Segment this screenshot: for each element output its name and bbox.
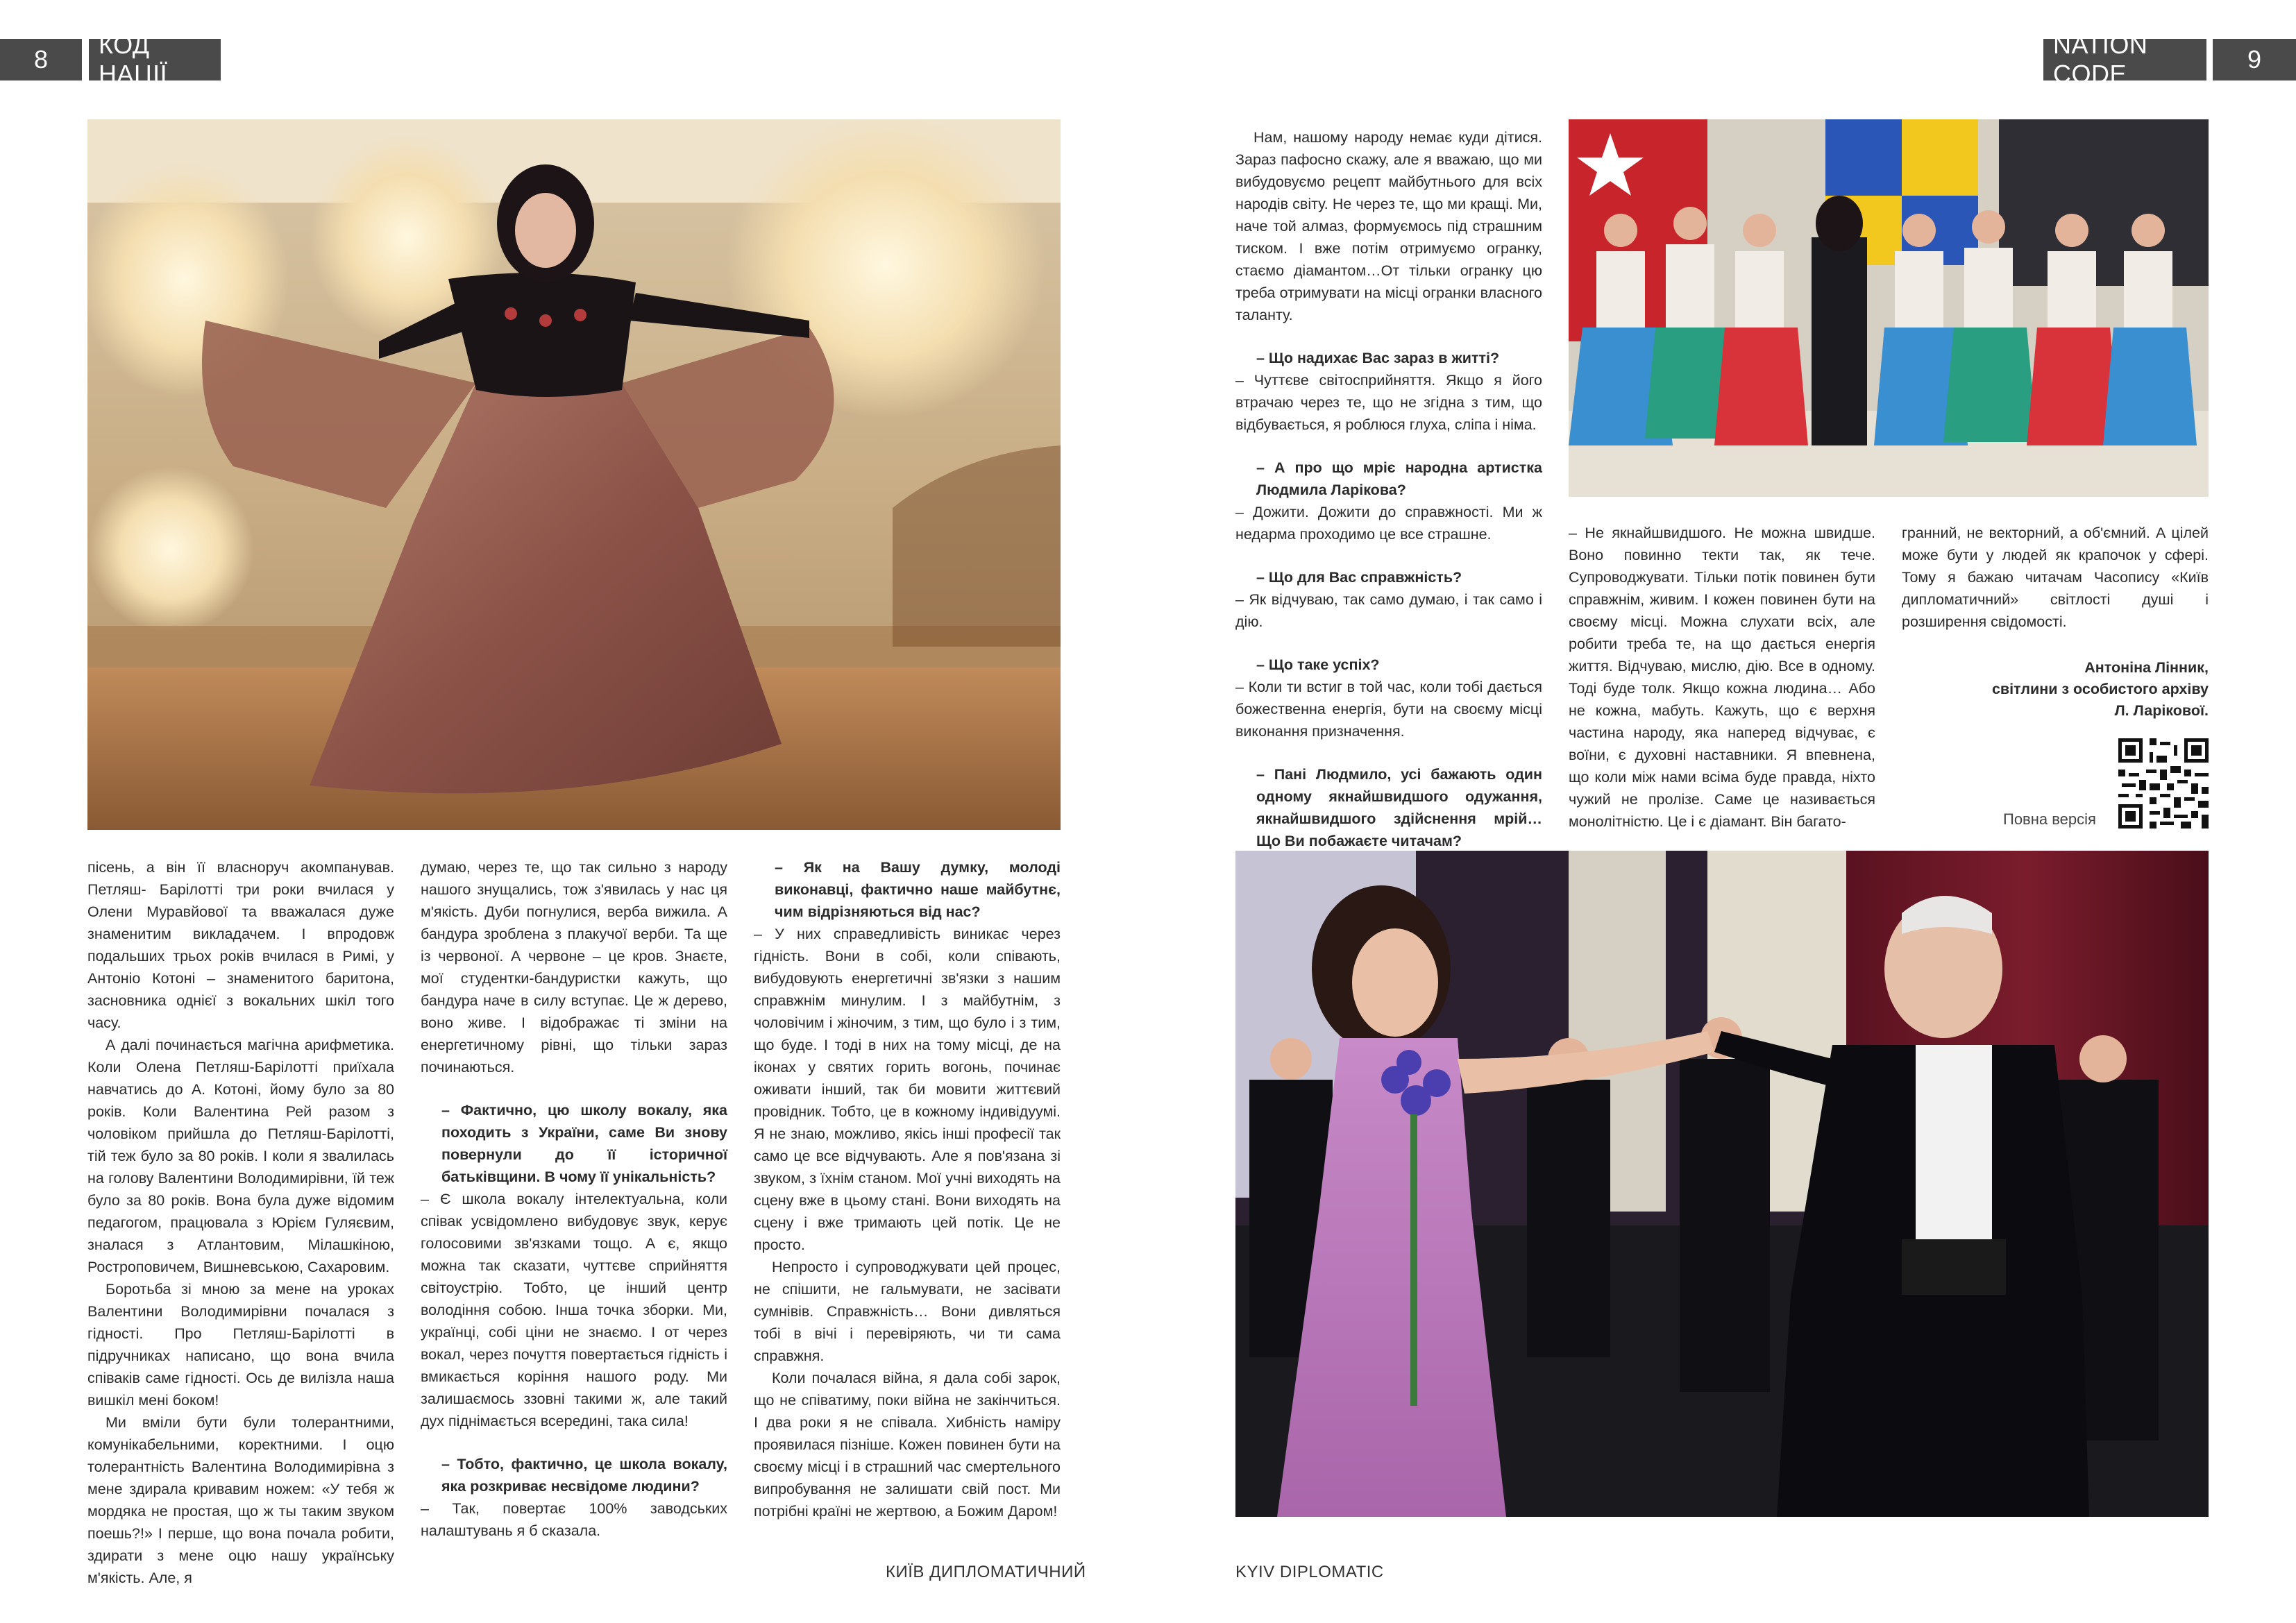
paragraph: Ми вміли бути були толерантними, комунікабельними, коректними. І оцю толерантність Валентина Володимирівна з мене здирала кривавим ножем: «У тебя ж мордяка не простая, що ж ты таким звуком поешь?!» І перше, що вона почала робити, здирати з мене оцю нашу українську м'якість. Але, я <box>87 1414 394 1586</box>
left-column-2 <box>421 856 727 1542</box>
left-column-3 <box>754 856 1061 1522</box>
right-mid-column-2 <box>1902 522 2209 633</box>
interview-question: – Що надихає Вас зараз в житті? <box>1256 350 1500 366</box>
footer-left-title: КИЇВ ДИПЛОМАТИЧНИЙ <box>886 1563 1086 1581</box>
left-column-1 <box>87 856 394 1589</box>
article-signature <box>1902 657 2209 722</box>
ensemble-costumes-photo <box>1569 119 2209 497</box>
author-name: Антоніна Лінник, <box>2084 659 2209 676</box>
qr-code-icon[interactable] <box>2118 738 2209 829</box>
interview-answer: – Так, повертає 100% заводських налаштувань я б сказала. <box>421 1500 727 1539</box>
left-section-title: КОД НАЦІЇ <box>89 39 221 80</box>
interview-answer: – Є школа вокалу інтелектуальна, коли співак усвідомлено вибудовує звук, керує голосовими зв'язками тощо. А є, якщо можна так сказати, чуттєве сприйняття світоустрію. Тобто, це інший центр володіння собою. Інша точка зборки. Ми, українці, собі ціни не знаємо. І от через вокал, через почуття повертається гідність і вмикається коріння нашого роду. Ми залишаємось ззовні такими ж, але такий дух піднімається всередині, така сила! <box>421 1191 727 1429</box>
footer-right-title: KYIV DIPLOMATIC <box>1235 1563 1384 1581</box>
interview-question: – Що для Вас справжність? <box>1256 569 1462 586</box>
interview-answer: – Не якнайшвидшого. Не можна швидше. Воно повинно текти так, як тече. Супроводжувати. Тільки потік повинен бути справжнім, живим. І кожен повинен бути на своєму місці. Можна слухати всіх, але робити треба те, на що дається енергія життя. Відчуваю, мислю, дію. Все в одному. Тоді буде толк. Якщо кожна людина… Або не кожна, мабуть. Кажуть, що є верхня частина народу, яка наперед відчуває, є воїни, є духовні наставники. Я впевнена, що коли між нами всіма буде правда, ніхто чужий не пролізе. Саме це називається монолітністю. Це і є діамант. Він багато- <box>1569 525 1875 830</box>
paragraph: думаю, через те, що так сильно з народу нашого знущались, тож з'явилась у нас ця м'якість. Дуби погнулися, верба вижила. А бандура зроблена з плакучої верби. Та ще із червоної. А червоне – це кров. Знаєте, мої студентки-бандуристки кажуть, що бандура наче в силу вступає. Це ж дерево, воно живе. І відображає ті зміни на енергетичному рівні, що тільки зараз починаються. <box>421 859 727 1076</box>
interview-question: – Тобто, фактично, це школа вокалу, яка розкриває несвідоме людини? <box>441 1456 727 1495</box>
right-page-number: 9 <box>2213 39 2296 80</box>
interview-question: – Що таке успіх? <box>1256 656 1380 673</box>
right-mid-column-1 <box>1569 522 1875 833</box>
paragraph: Непросто і супроводжувати цей процес, не спішити, не гальмувати, не засівати сумнівів. Справжність… Вони дивляться тобі в вічі і перевіряють, чи ти сама справжня. <box>754 1259 1061 1364</box>
paragraph: гранний, не векторний, а об'ємний. А цілей може бути у людей як крапочок у сфері. Тому я бажаю читачам Часопису «Київ дипломатичний» світлості душі і розширення свідомості. <box>1902 525 2209 630</box>
singer-in-gown-photo <box>87 119 1061 830</box>
interview-question: – Фактично, цю школу вокалу, яка походить з України, саме Ви знову повернули до її історичної батьківщини. В чому її унікальність? <box>441 1102 727 1185</box>
interview-question: – Пані Людмило, усі бажають один одному якнайшвидшого одужання, якнайшвидшого здійснення мрій… Що Ви побажаєте читачам? <box>1256 766 1542 849</box>
singer-with-conductor-photo <box>1235 851 2209 1517</box>
interview-answer: – У них справедливість виникає через гідність. Вони в собі, коли співають, вибудовують енергетичні зв'язки з нашим справжнім минулим. І з майбутнім, з чоловічим і жіночим, з тим, що було і з тим, що буде. І тоді в них на тому місці, де на іконах у святих горить вогонь, починає оживати інший, так би мовити життєвий провідник. Тобто, це в кожному індивідуумі. Я не знаю, можливо, якісь інші професії так само це все відчувають. Але я пов'язана зі звуком, з їхнім станом. Мої учні виходять на сцену вже в цьому стані. Вони виходять на сцену і вже тримають цей потік. Це не просто. <box>754 926 1061 1253</box>
photo-credit: світлини з особистого архіву <box>1991 681 2209 697</box>
paragraph: А далі починається магічна арифметика. Коли Олена Петляш-Барілотті приїхала навчатись до А. Котоні, йому було за 80 років. Коли Валентина Рей разом з чоловіком прийшла до Петляш-Барілотті, тій теж було за 80 років. І коли я звалилась на голову Валентини Володимирівни, їй теж було за 80 років. Вона була дуже відомим педагогом, працювала з Юрієм Гуляєвим, зналася з Атлантовим, Мілашкіною, Ростроповичем, Вишневською, Сахаровим. <box>87 1037 394 1275</box>
interview-answer: – Як відчуваю, так само думаю, і так само і дію. <box>1235 591 1542 630</box>
interview-question: – А про що мріє народна артистка Людмила Ларікова? <box>1256 459 1542 498</box>
main-photo <box>87 119 1061 830</box>
ensemble-photo <box>1569 119 2209 497</box>
paragraph: Боротьба зі мною за мене на уроках Валентини Володимирівни почалася з гідності. Про Петляш-Барілотті в підручниках написано, що вона вчила співаків саме гідності. Ось де вилізла наша вишкіл мені боком! <box>87 1281 394 1409</box>
stage-photo <box>1235 851 2209 1517</box>
right-top-column <box>1235 126 1542 852</box>
interview-answer: – Дожити. Дожити до справжності. Ми ж недарма проходимо це все страшне. <box>1235 504 1542 543</box>
paragraph: пісень, а він її власноруч акомпанував. Петляш- Барілотті три роки вчилася у Олени Муравйової та вважалася дуже знаменитим викладачем. І впродовж подальших трьох років вчилася в Римі, у Антоніо Котоні – знаменитого баритона, засновника однієї з вокальних шкіл того часу. <box>87 859 394 1031</box>
full-version-caption: Повна версія <box>2003 810 2096 828</box>
paragraph: Нам, нашому народу немає куди дітися. Зараз пафосно скажу, але я вважаю, що ми вибудовуємо рецепт майбутнього для всіх народів світу. Не через те, що ми кращі. Ми, наче той алмаз, формуємось під страшним тиском. І вже потім отримуємо огранку, стаємо діамантом…От тільки огранку цю треба отримувати на місці огранки власного таланту. <box>1235 129 1542 323</box>
paragraph: Коли почалася війна, я дала собі зарок, що не співатиму, поки війна не закінчиться. І два роки я не співала. Хибність наміру проявилася пізніше. Кожен повинен бути на своєму місці і в страшний час смертельного випробування не залишати свій пост. Ми потрібні країні не жертвою, а Божим Даром! <box>754 1370 1061 1520</box>
interview-answer: – Коли ти встиг в той час, коли тобі дається божественна енергія, бути на своєму місці виконання призначення. <box>1235 679 1542 740</box>
interview-question: – Як на Вашу думку, молоді виконавці, фактично наше майбутнє, чим відрізняються від нас? <box>775 859 1061 920</box>
right-section-title: NATION CODE <box>2043 39 2206 80</box>
interview-answer: – Чуттєве світосприйняття. Якщо я його втрачаю через те, що не згідна з тим, що відбувається, я роблюся глуха, сліпа і німа. <box>1235 372 1542 433</box>
photo-credit: Л. Ларікової. <box>2114 702 2209 719</box>
left-page-number: 8 <box>0 39 82 80</box>
